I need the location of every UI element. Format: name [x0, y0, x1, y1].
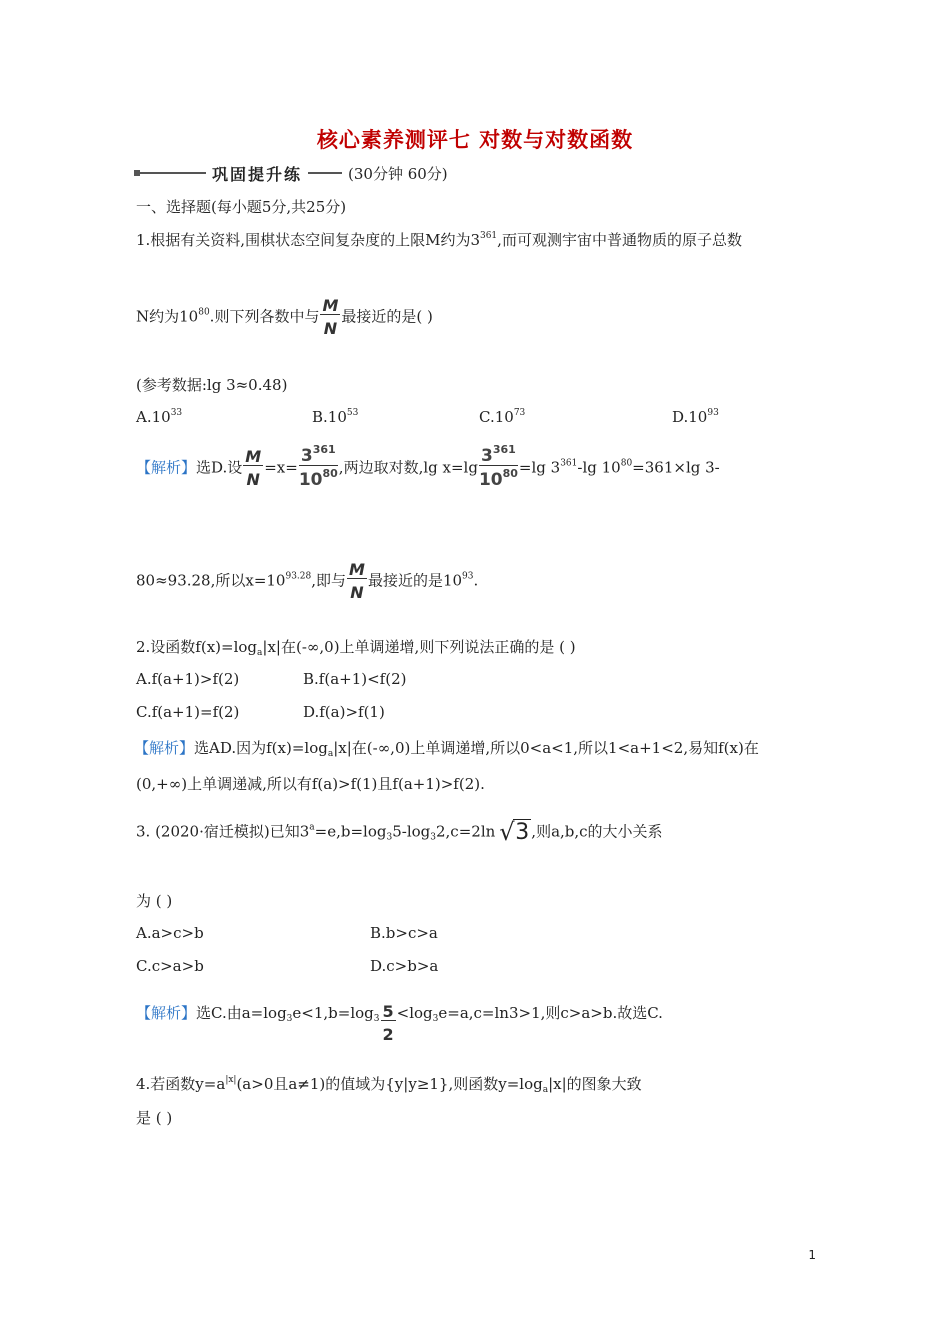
analysis-tag: 【解析】 — [134, 739, 195, 757]
q4-stem-line1: 4.若函数$y=a^{|x|}(a>0$且a≠1)的值域为{y|y≥1},则函数$y=\log_a|x|$的图象大致 — [136, 1075, 642, 1095]
fraction-m-over-n: $\frac{M}{N}$ — [349, 560, 365, 602]
fraction-3pow361-over-10pow80-2: $\frac{3^{361}}{10^{80}}$ — [478, 443, 518, 490]
section-heading: 一、选择题(每小题5分,共25分) — [136, 198, 347, 216]
q1-option-d: $D.10^{93}$ — [672, 408, 719, 426]
banner-label: 巩固提升练 — [212, 164, 303, 184]
q1-stem-line1: 1.根据有关资料,围棋状态空间复杂度的上限M约为$3^{361}$,而可观测宇宙中普通物质的原子总数 — [136, 231, 742, 249]
analysis-tag: 【解析】 — [136, 458, 197, 477]
q1-option-c: $C.10^{73}$ — [479, 408, 526, 426]
q1-stem-line2: N约为$10^{80}$.则下列各数中与 $\frac{M}{N}$ 最接近的是( ) — [136, 296, 433, 338]
q1-option-b: $B.10^{53}$ — [312, 408, 359, 426]
q4-stem-line2: 是 ( ) — [136, 1109, 173, 1127]
q2-option-c: C.f(a+1)=f(2) — [136, 703, 240, 721]
q3-option-c: C.c>a>b — [136, 957, 204, 975]
page-title: 核心素养测评七 对数与对数函数 — [316, 128, 634, 152]
fraction-3pow361-over-10pow80: $\frac{3^{361}}{10^{80}}$ — [298, 443, 338, 490]
sqrt-3: √ 3 — [499, 818, 530, 846]
banner-time: (30分钟 60分) — [348, 164, 448, 183]
section-banner — [136, 163, 448, 183]
fraction-m-over-n: $\frac{M}{N}$ — [245, 447, 262, 489]
q2-option-b: B.f(a+1)<f(2) — [303, 670, 407, 688]
analysis-tag: 【解析】 — [136, 1004, 197, 1022]
q3-option-a: A.a>c>b — [136, 924, 204, 942]
q3-option-b: B.b>c>a — [370, 924, 438, 942]
q2-option-a: A.f(a+1)>f(2) — [136, 670, 240, 688]
banner-rule-right — [308, 172, 342, 174]
banner-rule-left — [136, 172, 172, 174]
q1-analysis-line1: 【解析】选D.设 $\frac{M}{N}$ =x= $\frac{3^{361}}{10^{80}}$ ,两边取对数,lg x=lg $\frac{3^{361}}{10^{80}}$ =lg $3^{361}-\lg$ $10^{80}=361\times\lg$ 3- — [136, 443, 720, 490]
q2-option-d: D.f(a)>f(1) — [303, 703, 385, 721]
q1-analysis-line2: 80≈93.28,所以$x=10^{93.28}$,即与 $\frac{M}{N}$ 最接近的是$10^{93}$. — [136, 560, 479, 602]
q3-option-d: D.c>b>a — [370, 957, 439, 975]
q3-stem-line1: 3. (2020·宿迁模拟)已知$3^a=e,b=\log_35-\log_32,c=2\ln$ √ 3 ,则a,b,c的大小关系 — [136, 818, 663, 846]
fraction-5-over-2: $\frac{5}{2}$ — [382, 1002, 394, 1044]
q2-stem: 2.设函数$f(x)=\log_a|x|$在(-∞,0)上单调递增,则下列说法正确的是 ( ) — [136, 638, 576, 658]
banner-rule-left-2 — [172, 172, 206, 174]
q1-option-a: $A.10^{33}$ — [136, 408, 183, 426]
fraction-m-over-n: $\frac{M}{N}$ — [322, 296, 339, 338]
q1-reference-data: (参考数据:lg 3≈0.48) — [136, 376, 288, 394]
q2-analysis-line2: (0,+∞)上单调递减,所以有f(a)>f(1)且f(a+1)>f(2). — [136, 775, 485, 793]
q2-analysis-line1: 【解析】选AD.因为$f(x)=\log_a|x|$在(-∞,0)上单调递增,所以0<a<1,所以1<a+1<2,易知f(x)在 — [134, 739, 759, 759]
q3-analysis: 【解析】选C.由$a=\log_3e<1,b=\log_3$ $\frac{5}{2}$ $<\log_3e=a,c=\ln 3>1$,则c>a>b.故选C. — [136, 1002, 663, 1044]
q3-stem-line2: 为 ( ) — [136, 892, 173, 910]
page-number: 1 — [808, 1248, 816, 1262]
